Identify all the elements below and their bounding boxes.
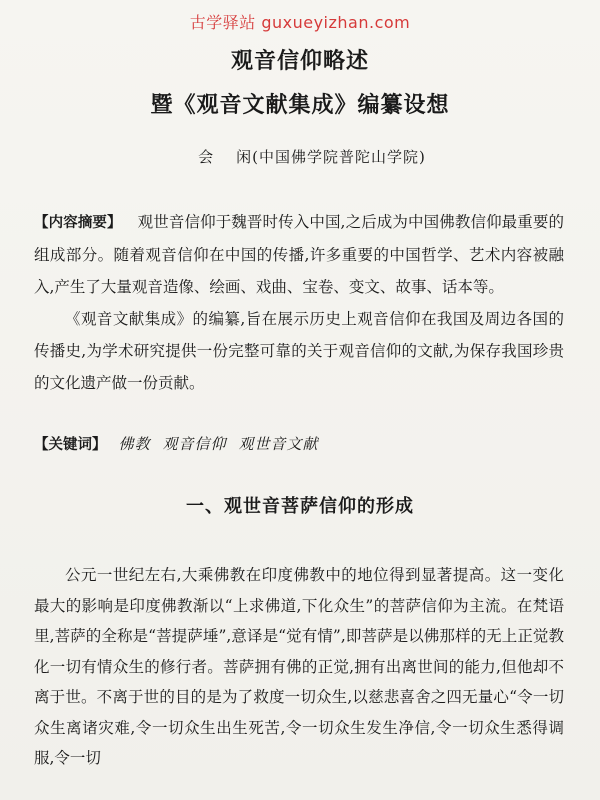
site-watermark: 古学驿站 guxueyizhan.com [189, 13, 411, 32]
abstract-text-1: 观世音信仰于魏晋时传入中国,之后成为中国佛教信仰最重要的组成部分。随着观音信仰在中国的传播,许多重要的中国哲学、艺术内容被融入,产生了大量观音造像、绘画、戏曲、宝卷、变文、故事、话本等。 [34, 213, 565, 296]
author-name-first: 会 [198, 148, 215, 166]
keywords-block [34, 428, 564, 461]
author-name-second: 闲 [236, 148, 253, 166]
article-title: 观音信仰略述 [230, 49, 369, 74]
body-paragraph: 公元一世纪左右,大乘佛教在印度佛教中的地位得到显著提高。这一变化最大的影响是印度佛教渐以“上求佛道,下化众生”的菩萨信仰为主流。在梵语里,菩萨的全称是“菩提萨埵”,意译是“觉有情”,即菩萨是以佛那样的无上正觉教化一切有情众生的修行者。菩萨拥有佛的正觉,拥有出离世间的能力,但他却不离于世。不离于世的目的是为了救度一切众生,以慈悲喜舍之四无量心“令一切众生离诸灾难,令一切众生出生死苦,令一切众生发生净信,令一切众生悉得调服,令一切 [34, 566, 564, 767]
body-text [34, 560, 564, 774]
abstract-paragraph-2: 《观音文献集成》的编纂,旨在展示历史上观音信仰在我国及周边各国的传播史,为学术研究提供一份完整可靠的关于观音信仰的文献,为保存我国珍贵的文化遗产做一份贡献。 [34, 310, 564, 392]
author-affiliation: (中国佛学院普陀山学院) [252, 148, 426, 166]
keyword-item: 观世音文献 [238, 435, 319, 453]
article-subtitle: 暨《观音文献集成》编纂设想 [150, 93, 450, 118]
keywords-label: 【关键词】 [34, 437, 107, 453]
keyword-item: 佛教 [118, 435, 151, 453]
abstract-paragraph-1 [34, 206, 564, 303]
section-heading: 一、观世音菩萨信仰的形成 [186, 496, 414, 517]
author-line [0, 146, 600, 167]
abstract-label: 【内容摘要】 [34, 215, 122, 231]
keyword-item: 观音信仰 [162, 435, 227, 453]
abstract-block [34, 206, 564, 399]
